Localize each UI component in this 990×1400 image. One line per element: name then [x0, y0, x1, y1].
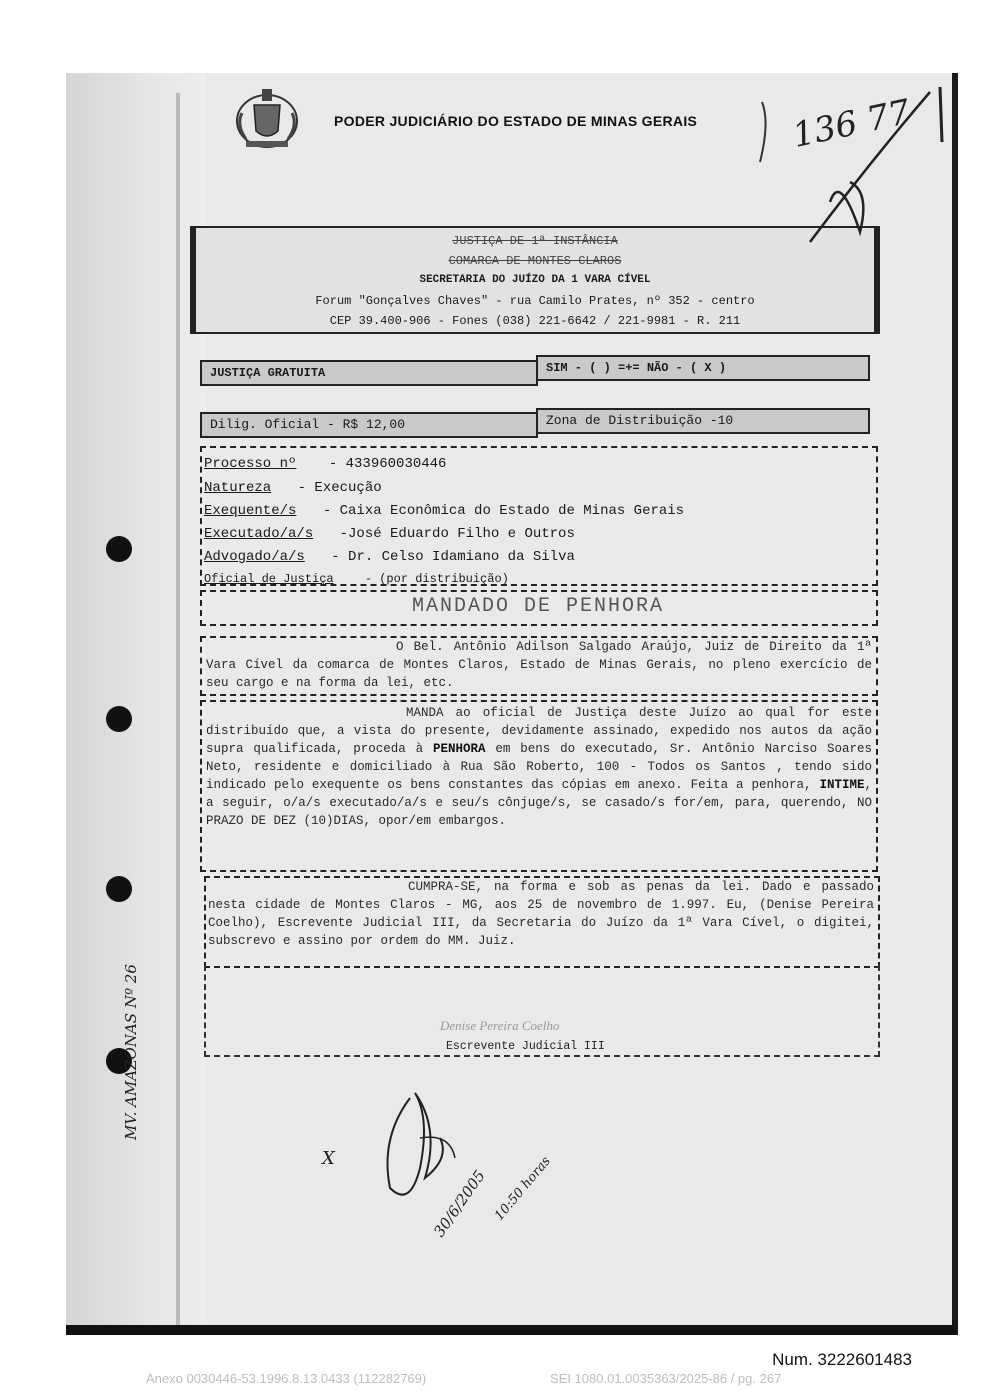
- field-exequente: [204, 503, 684, 519]
- penhora-word: PENHORA: [433, 742, 486, 756]
- handwritten-margin-note: MV. AMAZONAS Nº 26: [122, 964, 140, 1140]
- field-oficial: [204, 572, 509, 586]
- exequente-label: Exequente/s: [204, 503, 297, 519]
- para2-text-c: em bens do executado, Sr. Antônio Narciso Soares Neto, residente e domiciliado à Rua São Roberto, 100 - Todos os Santos , tendo sido indicado pelo exequente os bens constantes das cópias em anexo. Feita a penhora,: [206, 742, 872, 792]
- field-advogado: [204, 549, 575, 565]
- signature-role: Escrevente Judicial III: [446, 1040, 605, 1053]
- natureza-label: Natureza: [204, 480, 272, 496]
- document-number: Num. 3222601483: [772, 1350, 912, 1369]
- field-executado: [204, 526, 575, 542]
- court-line-1: JUSTIÇA DE 1ª INSTÂNCIA: [452, 234, 618, 248]
- coat-of-arms-icon: [232, 83, 302, 153]
- handwritten-time: 10:50 horas: [492, 1153, 554, 1224]
- mandado-para-1: O Bel. Antônio Adilson Salgado Araújo, Juiz de Direito da 1ª Vara Cível da comarca de Montes Claros, Estado de Minas Gerais, no pleno exercício de seu cargo e na forma da lei, etc.: [206, 640, 872, 690]
- fold-line: [176, 93, 180, 1333]
- court-line-5: CEP 39.400-906 - Fones (038) 221-6642 / 221-9981 - R. 211: [329, 314, 741, 328]
- natureza-value: - Execução: [297, 480, 382, 496]
- para2-text-e: , a seguir, o/a/s executado/a/s e seu/s cônjuge/s, se casado/s for/em, para, querendo, NO PRAZO DE DEZ (10)DIAS, opor/em embargos.: [206, 778, 872, 828]
- footer-annex: Anexo 0030446-53.1996.8.13.0433 (112282769): [146, 1371, 427, 1386]
- punch-hole: [106, 706, 132, 732]
- advogado-label: Advogado/a/s: [204, 549, 305, 565]
- court-line-2: COMARCA DE MONTES CLAROS: [448, 254, 622, 268]
- signature-name: Denise Pereira Coelho: [440, 1018, 560, 1033]
- field-natureza: [204, 480, 382, 496]
- field-processo: [204, 456, 446, 472]
- exequente-value: - Caixa Econômica do Estado de Minas Gerais: [322, 503, 685, 519]
- handwritten-mark: X: [322, 1148, 335, 1169]
- footer-sei: SEI 1080.01.0035363/2025-86 / pg. 267: [550, 1371, 782, 1386]
- intime-word: INTIME: [819, 778, 865, 792]
- diligencia-label: Dilig. Oficial - R$ 12,00: [200, 412, 538, 438]
- justica-gratuita-options: SIM - ( ) =+= NÃO - ( X ): [536, 355, 870, 381]
- processo-value: - 433960030446: [328, 456, 447, 472]
- justica-gratuita-label: JUSTIÇA GRATUITA: [200, 360, 538, 386]
- advogado-value: - Dr. Celso Idamiano da Silva: [331, 549, 575, 565]
- zona-distribuicao: Zona de Distribuição -10: [536, 408, 870, 434]
- oficial-label: Oficial de Justiça: [204, 572, 334, 586]
- paper-fold-shadow: [66, 73, 206, 1335]
- mandado-para-2: [206, 704, 872, 830]
- mandado-title: MANDADO DE PENHORA: [411, 595, 665, 618]
- para2-text-a: MANDA ao oficial de Justiça deste Juízo ao qual for este distribuído que, a vista do presente, devidamente assinado, expedido nos autos da ação supra qualificada, proceda à: [206, 706, 872, 756]
- court-line-3: SECRETARIA DO JUÍZO DA 1 VARA CÍVEL: [419, 274, 651, 286]
- handwritten-scribble: [750, 82, 950, 252]
- header-title: PODER JUDICIÁRIO DO ESTADO DE MINAS GERAIS: [334, 113, 698, 129]
- court-line-4: Forum "Gonçalves Chaves" - rua Camilo Prates, nº 352 - centro: [315, 294, 755, 308]
- executado-label: Executado/a/s: [204, 526, 314, 542]
- executado-value: -José Eduardo Filho e Outros: [339, 526, 575, 542]
- punch-hole: [106, 536, 132, 562]
- oficial-value: - (por distribuição): [364, 572, 509, 586]
- handwritten-date: 30/6/2005: [430, 1166, 489, 1241]
- handwritten-page-number: 136 77: [789, 92, 914, 156]
- processo-label: Processo nº: [204, 456, 297, 472]
- mandado-para-3: CUMPRA-SE, na forma e sob as penas da lei. Dado e passado nesta cidade de Montes Claros - MG, aos 25 de novembro de 1.997. Eu, (Denise Pereira Coelho), Escrevente Judicial III, da Secretaria do Juízo da 1ª Vara Cível, o digitei, subscrevo e assino por ordem do MM. Juiz.: [208, 880, 874, 948]
